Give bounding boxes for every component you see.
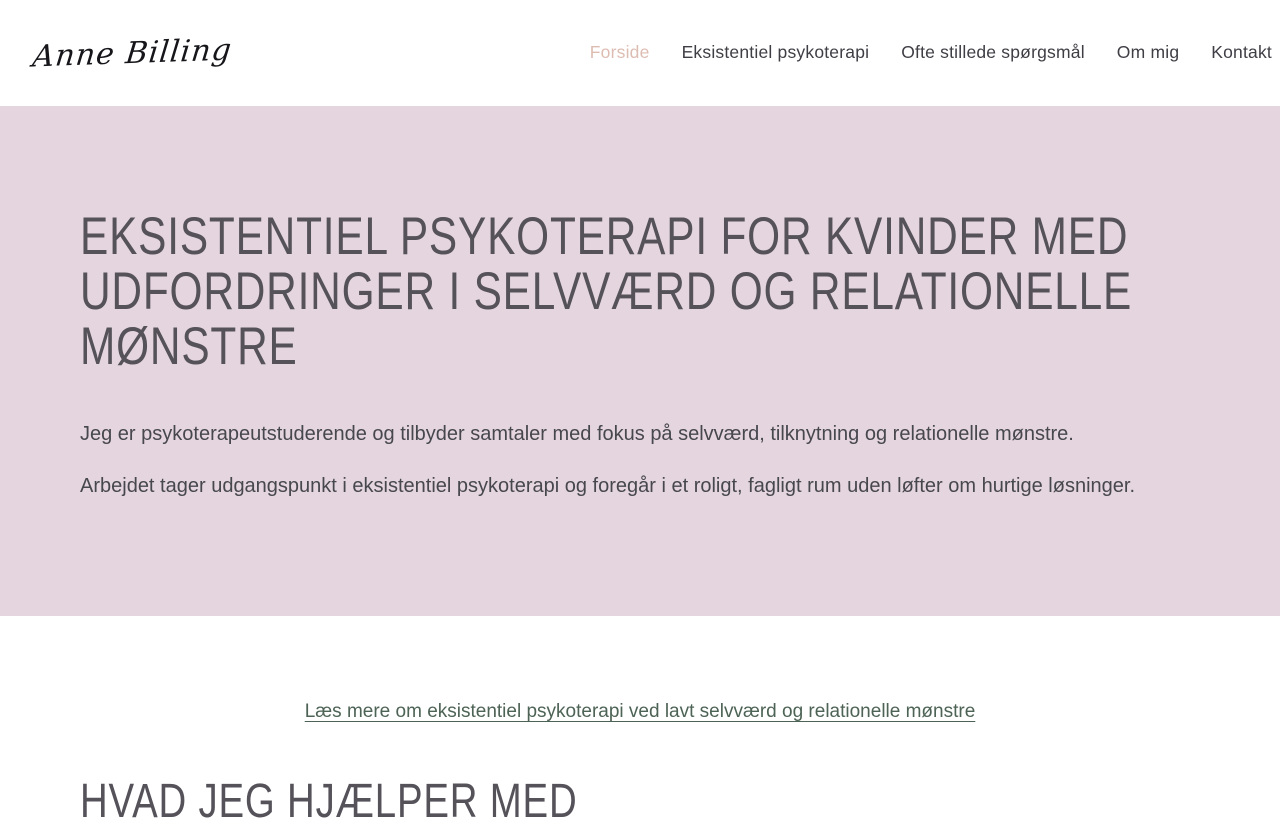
nav-item-om-mig[interactable]: Om mig [1116, 42, 1180, 63]
next-section-heading-text: HVAD JEG HJÆLPER MED [80, 775, 578, 828]
site-header [0, 0, 1280, 106]
main-nav [590, 44, 1272, 62]
read-more-wrap [0, 699, 1280, 725]
nav-item-kontakt[interactable]: Kontakt [1211, 42, 1272, 63]
hero-paragraph-1: Jeg er psykoterapeutstuderende og tilbyder samtaler med fokus på selvværd, tilknytning og relationelle mønstre. [80, 423, 1074, 445]
nav-item-forside[interactable]: Forside [589, 42, 650, 63]
hero-section [0, 106, 1280, 616]
hero-paragraph-2: Arbejdet tager udgangspunkt i eksistentiel psykoterapi og foregår i et roligt, fagligt rum uden løfter om hurtige løsninger. [80, 475, 1136, 497]
read-more-link[interactable]: Læs mere om eksistentiel psykoterapi ved lavt selvværd og relationelle mønstre [304, 701, 976, 722]
hero-heading [80, 106, 1200, 374]
next-section-heading [80, 774, 1280, 829]
nav-item-ofte-stillede-sporgsmal[interactable]: Ofte stillede spørgsmål [901, 42, 1085, 63]
hero-heading-text: EKSISTENTIEL PSYKOTERAPI FOR KVINDER MED UDFORDRINGER I SELVVÆRD OG RELATIONELLE MØNSTRE [80, 207, 1133, 376]
nav-item-eksistentiel-psykoterapi[interactable]: Eksistentiel psykoterapi [681, 42, 870, 63]
content-section [0, 616, 1280, 829]
brand-logo[interactable]: Anne Billing [30, 32, 234, 74]
